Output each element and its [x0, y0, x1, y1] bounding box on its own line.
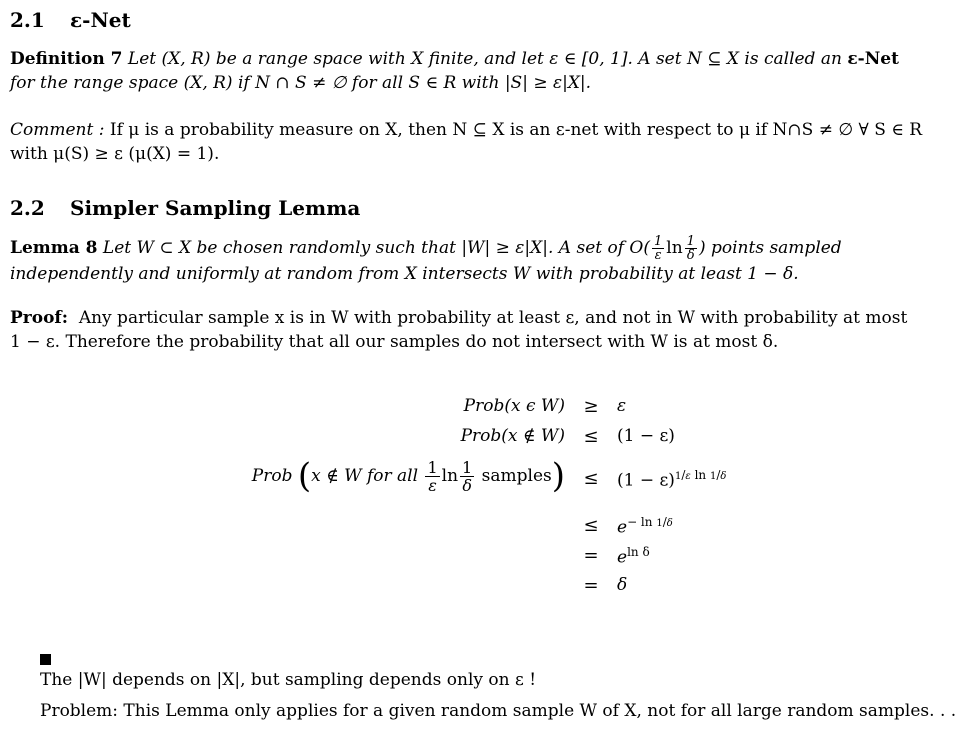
lemma-text-1c: ) points sampled — [698, 238, 842, 258]
proof-text-1: Any particular sample x is in W with probability at least ε, and not in W with probability at most — [78, 308, 908, 328]
ln-symbol: ln — [441, 466, 459, 486]
fraction-one-over-epsilon: $\frac{1}{\varepsilon}$ — [427, 458, 438, 495]
comment-label: Comment : — [10, 120, 105, 140]
definition-block — [10, 47, 948, 95]
relation-eq: = — [583, 545, 599, 566]
definition-label: Definition 7 — [10, 49, 123, 69]
equation-rhs: $e^{ln \delta}$ — [617, 545, 650, 568]
section-title: Simpler Sampling Lemma — [70, 196, 361, 220]
comment-text-2: with μ(S) ≥ ε (μ(X) = 1). — [10, 144, 220, 164]
definition-term: ε-Net — [847, 49, 899, 69]
equation-rhs: $(1 - \varepsilon)^{1/\varepsilon ln 1/\delta}$ — [617, 468, 727, 491]
qed-square — [40, 654, 51, 665]
lemma-text-1a: Let W ⊂ X be chosen randomly such that |W| ≥ ε|X|. A set of O( — [102, 238, 650, 258]
relation-le: ≤ — [583, 515, 599, 536]
definition-text-1: Let (X, R) be a range space with X finite, and let ε ∈ [0, 1]. A set N ⊆ X is called an — [127, 49, 848, 69]
lemma-text-2: independently and uniformly at random from X intersects W with probability at least 1 − δ. — [10, 264, 799, 284]
relation-le: ≤ — [583, 426, 599, 447]
equation-lhs: Prob(x ϵ W) — [463, 396, 565, 416]
equation-lhs: Prob(x ∉ W) — [460, 426, 565, 446]
lemma-label: Lemma 8 — [10, 238, 98, 258]
definition-text-2: for the range space (X, R) if N ∩ S ≠ ∅ for all S ∈ R with |S| ≥ ε|X|. — [10, 73, 592, 93]
fraction-one-over-delta: $\frac{1}{\delta}$ — [686, 234, 695, 263]
comment-block — [10, 118, 948, 166]
fraction-one-over-delta: $\frac{1}{\delta}$ — [462, 458, 473, 495]
section-heading-epsilon-net — [10, 8, 131, 32]
relation-ge: ≥ — [583, 396, 599, 417]
prob-text: Prob — [251, 466, 293, 486]
relation-le: ≤ — [583, 468, 599, 489]
section-heading-sampling-lemma — [10, 196, 360, 220]
equation-rhs: δ — [617, 575, 628, 595]
equation-rhs: (1 − ε) — [617, 426, 675, 446]
equation-row-3: Prob (x ∉ W for all $\frac{1}{\varepsilon}$ ln $\frac{1}{\delta}$ samples) — [251, 456, 565, 496]
ln-symbol: ln — [666, 238, 683, 258]
proof-text-2: 1 − ε. Therefore the probability that all our samples do not intersect with W is at most δ. — [10, 332, 779, 352]
relation-eq: = — [583, 575, 599, 596]
lemma-block — [10, 235, 948, 286]
note-2: Problem: This Lemma only applies for a given random sample W of X, not for all large random samples. . . — [40, 701, 957, 721]
proof-block — [10, 306, 948, 354]
section-number: 2.1 — [10, 8, 45, 32]
comment-text-1: If μ is a probability measure on X, then N ⊆ X is an ε-net with respect to μ if N∩S ≠ ∅ ∀ S ∈ R — [109, 120, 923, 140]
section-number: 2.2 — [10, 196, 45, 220]
equation-rhs: ε — [617, 396, 627, 416]
fraction-one-over-epsilon: $\frac{1}{\varepsilon}$ — [654, 234, 663, 263]
note-1: The |W| depends on |X|, but sampling depends only on ε ! — [40, 670, 537, 690]
equation-rhs: $e^{- ln 1/\delta}$ — [617, 515, 673, 538]
samples-text: samples — [481, 466, 552, 486]
proof-label: Proof: — [10, 308, 69, 328]
section-title: ε-Net — [70, 8, 131, 32]
condition-text: x ∉ W for all — [311, 466, 419, 486]
